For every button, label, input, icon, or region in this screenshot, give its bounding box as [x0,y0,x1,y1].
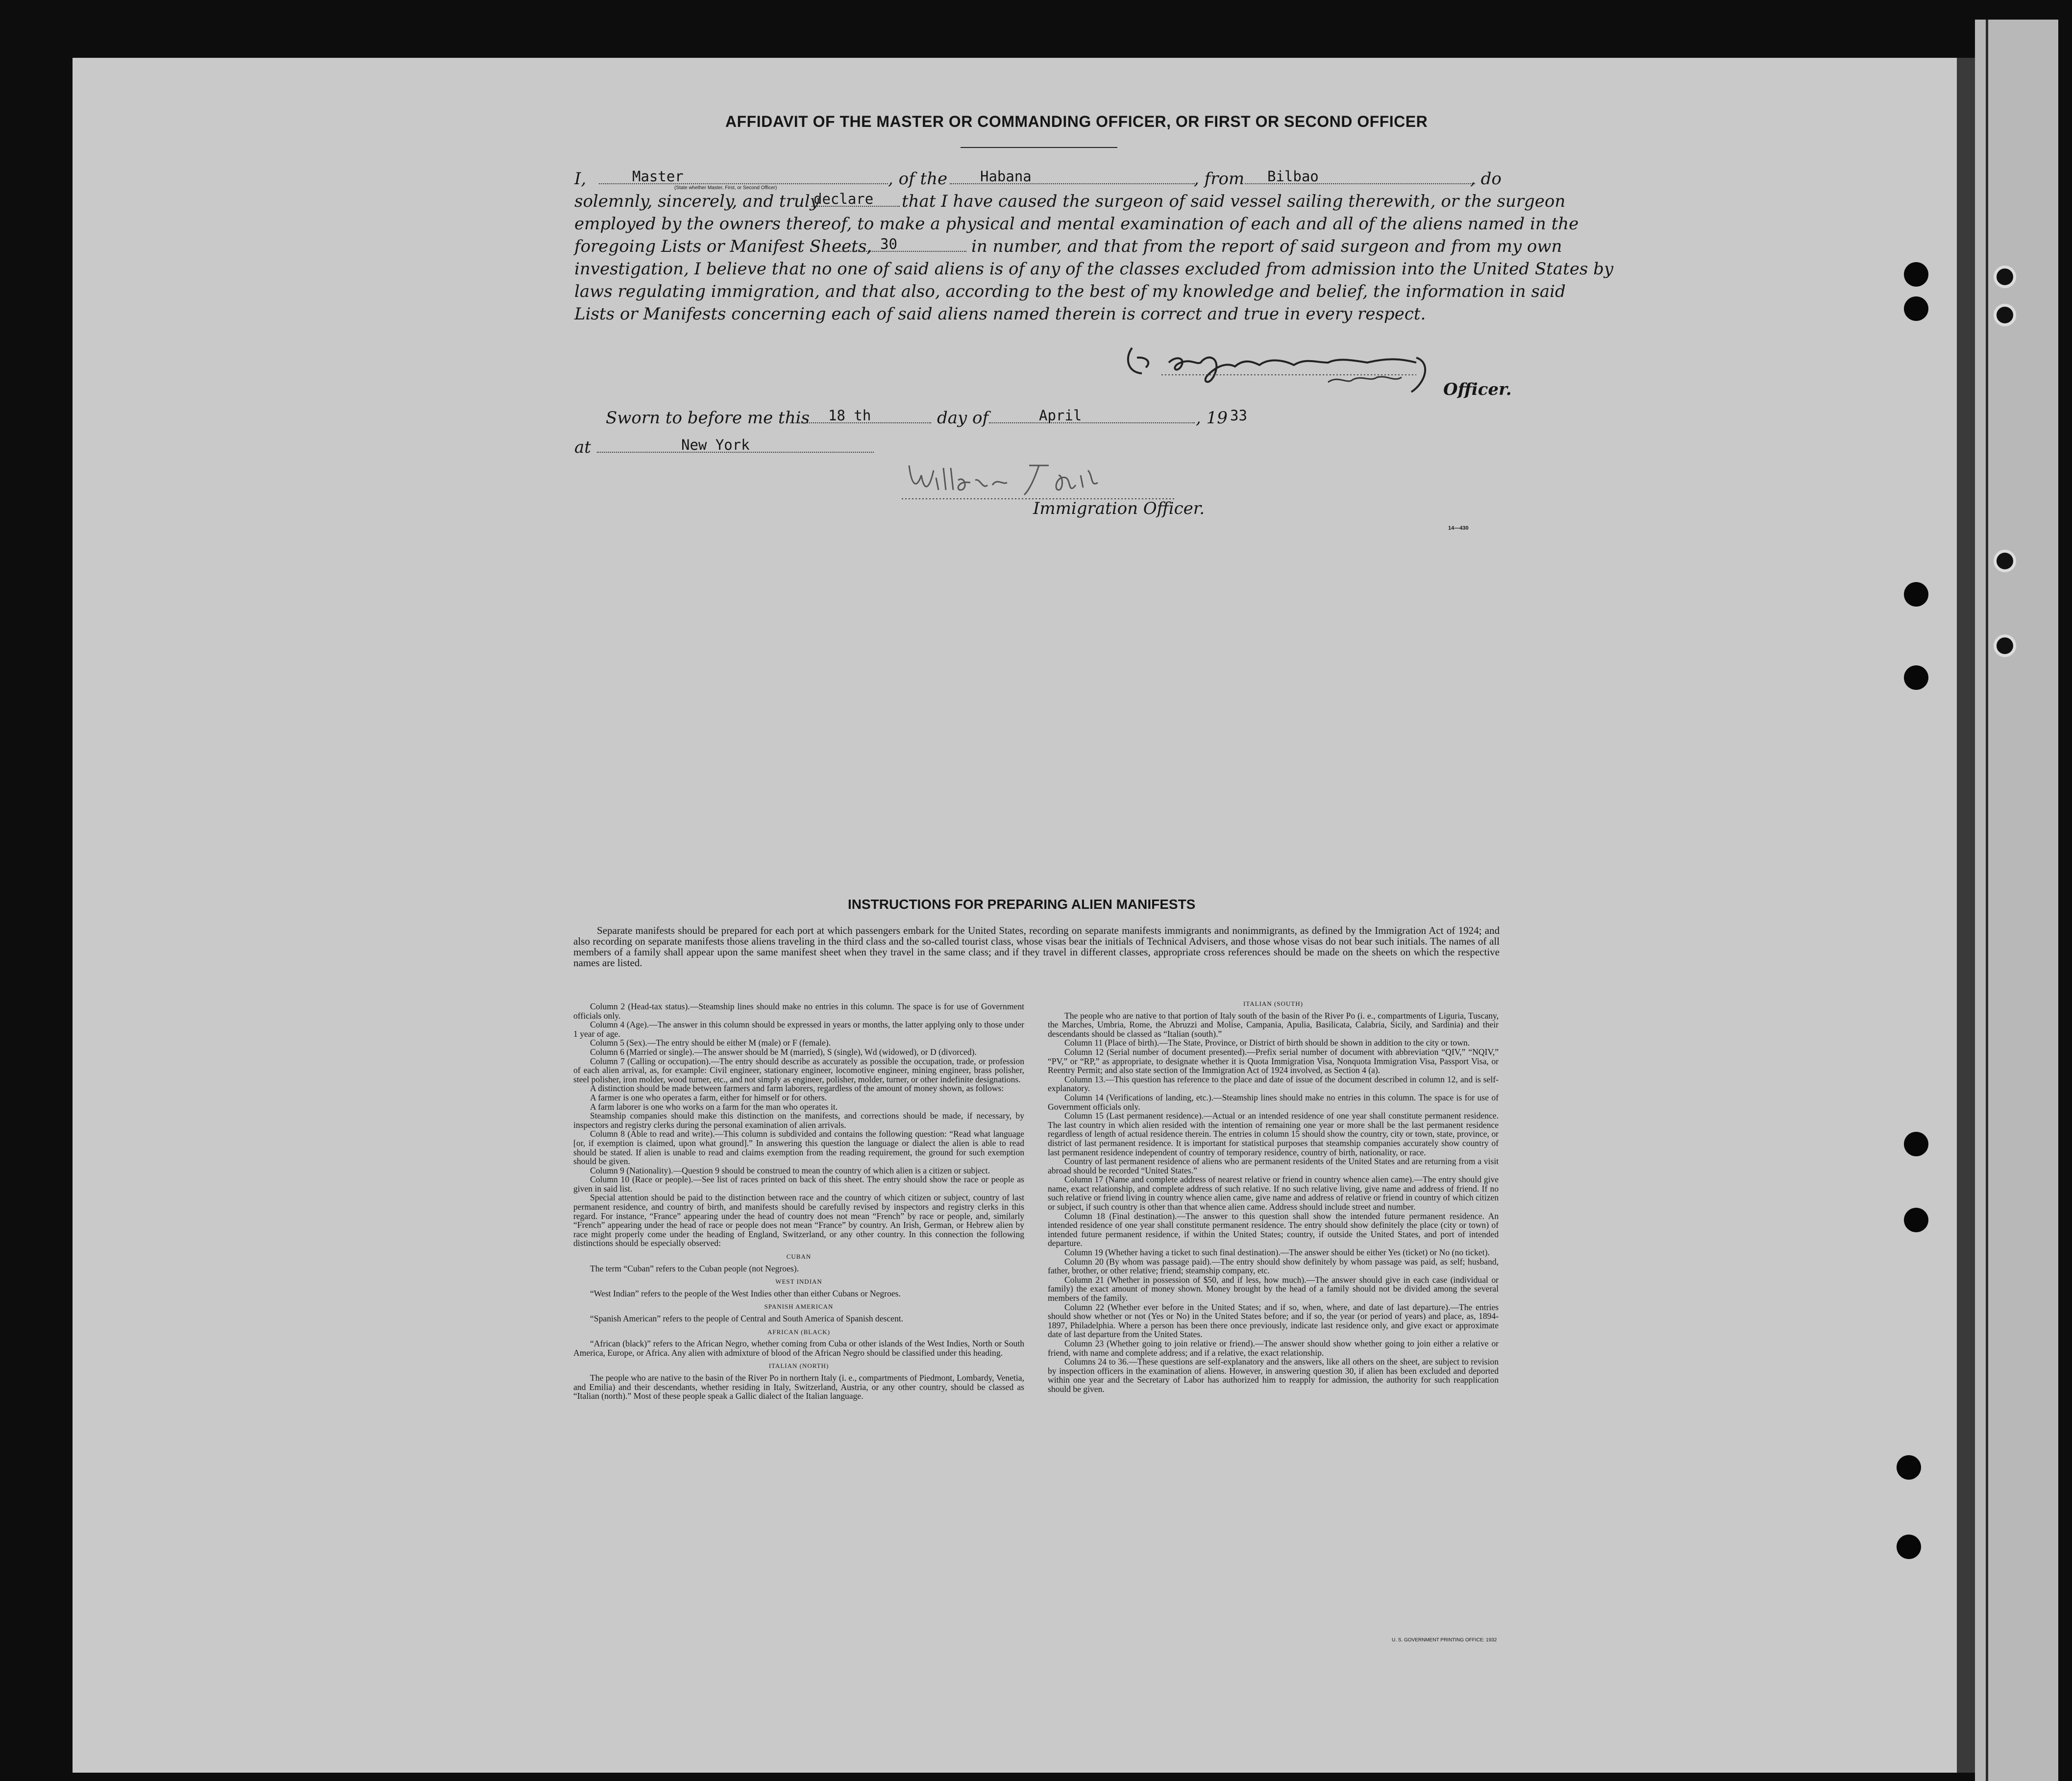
declare-word: declare [814,191,874,207]
left-paragraph: Column 8 (Able to read and write).—This column is subdivided and contains the following question: “Read what language [or, if exemption is claimed, upon what ground].” In answering this question the language or dialect the alien is able to read should be stated. If alien is unable to read and claims exemption from the reading requirement, the ground for such exemption should be given. [573,1129,1024,1167]
port-name: Bilbao [1267,168,1319,185]
officer-label: Officer. [1443,380,1512,399]
binder-ring-hole [1994,304,2016,326]
sheet-count: 30 [880,236,897,252]
instructions-left-column [573,1002,1024,1401]
binder-hole [1904,582,1928,607]
binder-hole [1904,665,1928,690]
left-paragraph: Column 10 (Race or people).—See list of races printed on back of this sheet. The entry should show the race or people as given in said list. [573,1174,1024,1194]
african-text: “African (black)” refers to the African Negro, whether coming from Cuba or other islands of the West Indies, North or South America, Europe, or Africa. Any alien with admixture of blood of the African Negro should be classified under this heading. [573,1339,1024,1358]
affidavit-line5: investigation, I believe that no one of said aliens is of any of the classes excluded from admission into the United States by [574,259,1614,279]
left-paragraph: Steamship companies should make this distinction on the manifests, and corrections should be made, if necessary, by inspectors and registry clerks during the personal examination of alien arrivals. [573,1111,1024,1130]
affidavit-line3: employed by the owners thereof, to make a physical and mental examination of each and all of the aliens named in the [574,214,1579,234]
right-paragraph: The people who are native to that portion of Italy south of the basin of the River Po (i. e., compartments of Liguria, Tuscany, the Marches, Umbria, Rome, the Abruzzi and Molise, Campania, Apulia, Basilicata, Calabria, Sicily, and Sardinia) and their descendants should be classed as “Italian (south).” [1048,1010,1499,1039]
right-paragraph: Column 19 (Whether having a ticket to such final destination).—The answer should be either Yes (ticket) or No (no ticket). [1064,1247,1490,1258]
left-paragraph: Column 2 (Head-tax status).—Steamship lines should make no entries in this column. The space is for use of Government officials only. [573,1001,1024,1021]
month-line [989,422,1195,423]
right-paragraph: Column 17 (Name and complete address of nearest relative or friend in country whence alien came).—The entry should give name, exact relationship, and complete address of such relative. If no such relative living, give name and address of friend. If no such relative or friend living in country whence alien came, give name and address of relative or friend in country of which citizen or subject, if such country is other than that whence alien came. Address should include street and number. [1048,1174,1499,1212]
west-indian-heading: WEST INDIAN [775,1278,822,1286]
right-paragraph: Country of last permanent residence of aliens who are permanent residents of the United States and are returning from a visit abroad should be recorded “United States.” [1048,1156,1499,1175]
left-paragraph: A farmer is one who operates a farm, either for himself or for others. [590,1092,827,1102]
binder-ring-hole [1994,266,2016,288]
right-paragraph: Column 21 (Whether in possession of $50, and if less, how much).—The answer should give in each case (individual or family) the exact amount of money shown. Money brought by the head of a family should not be divided among the several members of the family. [1048,1274,1499,1303]
count-line [839,251,966,252]
immigration-officer-label: Immigration Officer. [1033,499,1205,518]
binder-hole [1904,1208,1928,1232]
left-paragraph: A farm laborer is one who works on a farm for the man who operates it. [590,1101,838,1112]
immigration-officer-signature [902,456,1176,505]
sworn-text: Sworn to before me this [606,408,810,428]
left-paragraph: A distinction should be made between farmers and farm laborers, regardless of the amount of money shown, as follows: [590,1083,1004,1094]
spanish-american-heading: SPANISH AMERICAN [764,1303,834,1311]
day-of-label: day of [937,408,989,428]
left-paragraph: Column 9 (Nationality).—Question 9 should be construed to mean the country of which alien is a citizen or subject. [590,1165,990,1175]
left-paragraph: Column 5 (Sex).—The entry should be either M (male) or F (female). [590,1038,831,1048]
title-rule [961,147,1117,148]
binder-ring-hole [1994,550,2016,572]
right-paragraph: Columns 24 to 36.—These questions are self-explanatory and the answers, like all others on the sheet, are subject to revision by inspection officers in the examination of aliens. However, in answering question 30, if alien has been excluded and deported within one year and the Secretary of Labor has authorized him to reapply for admission, the authority for such reapplication should be given. [1048,1357,1499,1394]
binder-hole [1904,1132,1928,1156]
year-prefix: , 19 [1196,408,1228,428]
affidavit-line2b: that I have caused the surgeon of said vessel sailing therewith, or the surgeon [902,192,1566,211]
right-paragraph: Column 12 (Serial number of document presented).—Prefix serial number of document with abbreviation “QIV,” “NQIV,” “PV,” or “RP,” as appropriate, to designate whether it is Quota Immigration Visa, Nonquota Immigration Visa, Passport Visa, or Reentry Permit; and also state section of the Immigration Act of 1924 involved, as Section 4 (a). [1048,1047,1499,1075]
affidavit-line6: laws regulating immigration, and that also, according to the best of my knowledge and belief, the information in said [574,282,1566,301]
binding-line [1986,20,1988,1781]
form-number: 14—430 [1448,525,1469,531]
right-paragraphs [1048,1011,1499,1394]
master-rank: Master [632,168,684,185]
right-paragraph: Column 11 (Place of birth).—The State, Province, or District of birth should be shown in addition to the city or town. [1064,1038,1470,1048]
spanish-american-text: “Spanish American” refers to the people of Central and South America of Spanish descent. [590,1314,904,1323]
cuban-text: The term “Cuban” refers to the Cuban people (not Negroes). [590,1263,799,1273]
right-paragraph: Column 13.—This question has reference to the place and date of issue of the document described in column 12, and is self-explanatory. [1048,1074,1499,1094]
binder-hole [1904,296,1928,321]
printer-imprint: U. S. GOVERNMENT PRINTING OFFICE: 1932 [1392,1637,1497,1643]
right-paragraph: Column 20 (By whom was passage paid).—The entry should show definitely by whom passage was paid, as self; husband, father, brother, or other relative; friend; steamship company, etc. [1048,1256,1499,1276]
italian-north-heading: ITALIAN (NORTH) [768,1362,829,1370]
left-paragraph: Column 4 (Age).—The answer in this column should be expressed in years or months, the latter applying only to those under 1 year of age. [573,1020,1024,1039]
right-paragraph: Column 22 (Whether ever before in the United States; and if so, when, where, and date of last departure).—The entries should show whether or not (Yes or No) in the United States before; and if so, the year (or period of years) and place, as, 1894-1897, Philadelphia. Where a person has been there once previously, indicate last residence only, and give exact or approximate date of last departure from the United States. [1048,1302,1499,1340]
affidavit-line4a: foregoing Lists or Manifest Sheets, [574,237,872,256]
ship-name: Habana [980,168,1032,185]
west-indian-text: “West Indian” refers to the people of the West Indies other than either Cubans or Negroes. [590,1288,901,1298]
left-paragraph: Column 7 (Calling or occupation).—The entry should describe as accurately as possible the occupation, trade, or profession of each alien arrival, as, for example: Civil engineer, stationary engineer, locomotive engineer, mining engineer, brass polisher, steel polisher, iron molder, wood turner, etc., and not simply as engineer, polisher, molder, turner, or other indefinite designations. [573,1056,1024,1084]
right-paragraph: Column 18 (Final destination).—The answer to this question shall show the intended future permanent residence. An intended residence of one year shall constitute permanent residence. The entry should show definitely the place (city or town) of intended future permanent residence, if within the United States; country, if outside the United States, and port of intended departure. [1048,1211,1499,1248]
right-paragraph: Column 23 (Whether going to join relative or friend).—The answer should show whether going to join either a relative or friend, with name and complete address; and if a relative, the exact relationship. [1048,1338,1499,1358]
at-label: at [574,438,591,457]
right-paragraph: Column 14 (Verifications of landing, etc.).—Steamship lines should make no entries in this column. The space is for use of Government officials only. [1048,1092,1499,1112]
instructions-title: INSTRUCTIONS FOR PREPARING ALIEN MANIFESTS [848,897,1196,912]
binder-hole [1904,262,1928,287]
affidavit-line4b: in number, and that from the report of said surgeon and from my own [971,237,1562,256]
african-heading: AFRICAN (BLACK) [767,1328,831,1336]
sworn-place: New York [681,437,750,453]
italian-south-heading: ITALIAN (SOUTH) [1243,1000,1303,1007]
instructions-right-column [1048,1000,1499,1394]
left-paragraphs [573,1002,1024,1248]
sworn-month: April [1039,407,1082,424]
do-label: , do [1470,169,1502,189]
of-the-label: , of the [888,169,948,189]
affidavit-i: I, [574,169,587,189]
instructions-intro: Separate manifests should be prepared for each port at which passengers embark for the United States, recording on separate manifests immigrants and nonimmigrants, as defined by the Immigration Act of 1924; and also recording on separate manifests those aliens traveling in the third class and the so-called tourist class, whose visas bear the initials of Technical Advisers, and those whose visas do not bear such initials. The names of all members of a family shall appear upon the same manifest sheet when they travel in the same class; and if they travel in different classes, appropriate cross references should be made on the sheets on which the respective names are listed. [573,925,1500,969]
right-paragraph: Column 15 (Last permanent residence).—Actual or an intended residence of one year shall constitute permanent residence. The last country in which alien resided with the intention of remaining one year or more shall be the last permanent residence regardless of length of actual residence therein. The entries in column 15 should show the country, city or town, state, province, or district of last permanent residence. It is important for statistical purposes that steamship companies accurately show country of last permanent residence independent of country of temporary residence, country of birth, nationality, or race. [1048,1111,1499,1157]
binder-hole [1897,1535,1921,1559]
binder-ring-hole [1994,634,2016,657]
from-label: , from [1194,169,1245,189]
affidavit-line7: Lists or Manifests concerning each of said aliens named therein is correct and true in every respect. [574,304,1426,324]
left-paragraph: Special attention should be paid to the distinction between race and the country of which citizen or subject, country of last permanent residence, and country of birth, and manifests should be carefully revised by inspectors and registry clerks in this regard. For instance, “France” appearing under the head of country does not mean “French” by race or people, and, similarly “French” appearing under the head of race or people does not mean “France” by country. An Irish, German, or Hebrew alien by race might properly come under the heading of England, Switzerland, or any other country. In this connection the following distinctions should be especially observed: [573,1193,1024,1248]
cuban-heading: CUBAN [786,1253,812,1261]
rank-hint: (State whether Master, First, or Second Officer) [674,185,777,191]
binder-hole [1897,1455,1921,1480]
affidavit-line2a: solemnly, sincerely, and truly [574,192,819,211]
sheet-edge-shadow [1957,58,1975,1773]
affidavit-title: AFFIDAVIT OF THE MASTER OR COMMANDING OFFICER, OR FIRST OR SECOND OFFICER [725,113,1428,130]
sworn-day: 18 th [828,407,871,424]
sworn-year: 33 [1230,407,1247,424]
left-paragraph: Column 6 (Married or single).—The answer should be M (married), S (single), Wd (widowed), or D (divorced). [590,1047,977,1057]
italian-north-text: The people who are native to the basin of the River Po in northern Italy (i. e., compartments of Piedmont, Lombardy, Venetia, and Emilia) and their descendants, whether residing in Italy, Switzerland, Austria, or any other country, should be classed as “Italian (north).” Most of these people speak a Gallic dialect of the Italian language. [573,1372,1024,1401]
